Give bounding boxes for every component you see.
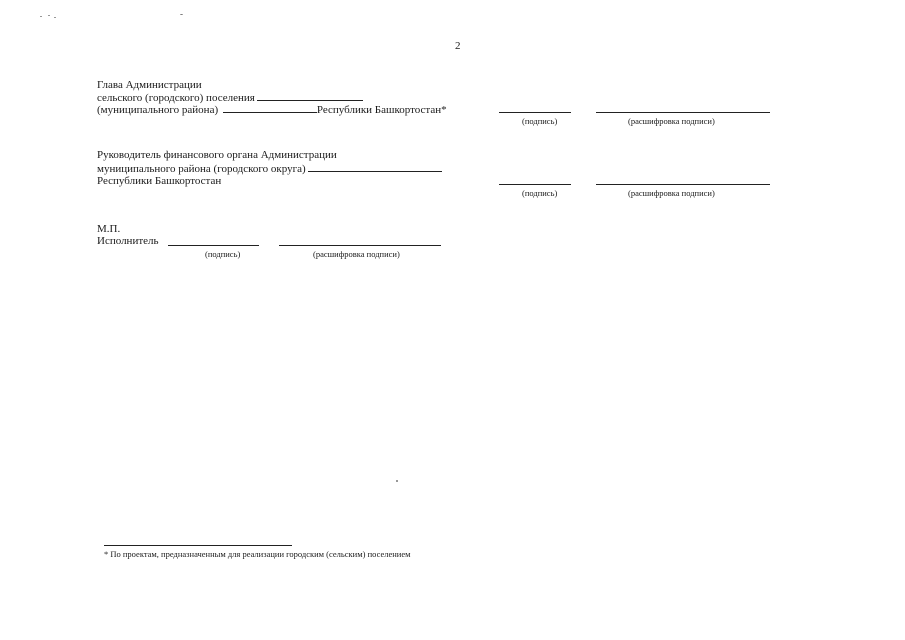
head-title-line1: Глава Администрации bbox=[97, 79, 202, 91]
finance-title-line3: Республики Башкортостан bbox=[97, 175, 222, 187]
scan-speck bbox=[40, 16, 42, 17]
head-title-line2: сельского (городского) поселения bbox=[97, 91, 363, 104]
executor-signature-line bbox=[168, 245, 259, 246]
scan-speck bbox=[396, 480, 398, 482]
head-decoding-line bbox=[596, 112, 770, 113]
finance-decoding-caption: (расшифровка подписи) bbox=[628, 188, 715, 198]
executor-decoding-caption: (расшифровка подписи) bbox=[313, 249, 400, 259]
seal-label: М.П. bbox=[97, 223, 121, 235]
district-name-field bbox=[223, 103, 317, 113]
scan-speck bbox=[54, 17, 56, 18]
finance-signature-line bbox=[499, 184, 571, 185]
executor-decoding-line bbox=[279, 245, 441, 246]
executor-label: Исполнитель bbox=[97, 235, 159, 247]
finance-title-line2: муниципального района (городского округа) bbox=[97, 162, 442, 175]
head-signature-caption: (подпись) bbox=[522, 116, 558, 126]
footnote-separator bbox=[104, 545, 292, 546]
district-okrug-name-field bbox=[308, 162, 442, 172]
finance-decoding-line bbox=[596, 184, 770, 185]
head-decoding-caption: (расшифровка подписи) bbox=[628, 116, 715, 126]
scan-speck bbox=[48, 15, 50, 16]
footnote-text: * По проектам, предназначенным для реализации городским (сельским) поселением bbox=[104, 549, 411, 559]
executor-signature-caption: (подпись) bbox=[205, 249, 241, 259]
settlement-name-field bbox=[257, 91, 363, 101]
finance-title-line1: Руководитель финансового органа Администрации bbox=[97, 149, 337, 161]
head-signature-line bbox=[499, 112, 571, 113]
page-number: 2 bbox=[455, 40, 461, 52]
finance-signature-caption: (подпись) bbox=[522, 188, 558, 198]
head-title-line3: (муниципального района) Республики Башкортостан* bbox=[97, 104, 447, 116]
scan-speck bbox=[180, 14, 183, 15]
